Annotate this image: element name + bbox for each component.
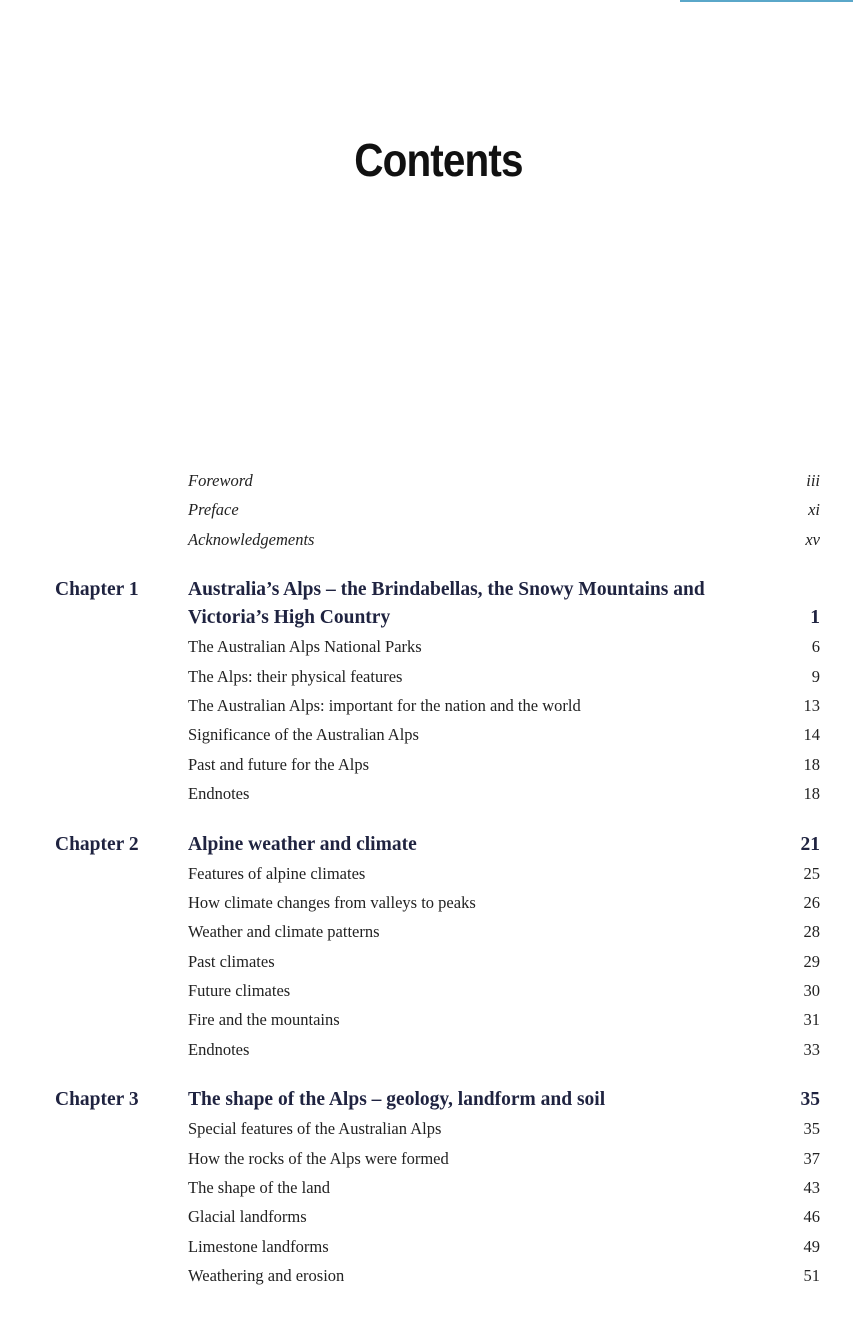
entry-label: The shape of the land [188, 1178, 331, 1198]
toc-entry[interactable] [0, 859, 853, 888]
entry-page-number: 18 [803, 754, 820, 774]
entry-page-number: 49 [803, 1236, 820, 1256]
entry-page-number: xi [808, 500, 820, 520]
toc-entry[interactable] [0, 750, 853, 779]
entry-page-number: 29 [803, 951, 820, 971]
toc-entry[interactable] [0, 1114, 853, 1143]
toc-entry[interactable] [0, 917, 853, 946]
entry-page-number: 14 [803, 725, 820, 745]
toc-entry[interactable] [0, 779, 853, 808]
entry-page-number: iii [806, 471, 820, 490]
entry-label: Significance of the Australian Alps [188, 725, 419, 745]
entry-page-number: 37 [803, 1148, 820, 1168]
entry-page-number: 33 [803, 1039, 820, 1059]
chapter-1-heading[interactable] [0, 576, 853, 632]
front-matter-list [0, 466, 853, 554]
entry-label: Glacial landforms [188, 1207, 307, 1227]
entry-page-number: 30 [803, 981, 820, 1001]
chapter-label: Chapter 2 [55, 833, 139, 855]
entry-label: Features of alpine climates [188, 863, 366, 883]
toc-entry[interactable] [0, 1035, 853, 1064]
entry-page-number: 31 [803, 1010, 820, 1030]
entry-page-number: 9 [811, 666, 820, 686]
entry-label: Past climates [188, 951, 275, 971]
chapter-page-number: 1 [810, 607, 820, 629]
entry-label: Preface [188, 500, 239, 520]
chapter-title-line: The shape of the Alps – geology, landform and soil [188, 1089, 606, 1111]
entry-page-number: 51 [803, 1266, 820, 1286]
toc-entry[interactable] [0, 691, 853, 720]
toc-entry[interactable] [0, 1202, 853, 1231]
entry-page-number: 26 [803, 892, 820, 912]
chapter-label: Chapter 3 [55, 1089, 139, 1111]
toc-entry[interactable] [0, 1005, 853, 1034]
chapter-title [188, 831, 758, 859]
entry-label: Limestone landforms [188, 1236, 329, 1256]
chapter-page-number: 35 [800, 1089, 820, 1111]
chapter-1-block [0, 576, 853, 808]
chapter-title-line: Alpine weather and climate [188, 833, 417, 855]
entry-label: The Alps: their physical features [188, 666, 403, 686]
toc-entry[interactable] [0, 976, 853, 1005]
toc-entry[interactable] [0, 720, 853, 749]
entry-label: Special features of the Australian Alps [188, 1119, 442, 1139]
entry-page-number: 35 [803, 1119, 820, 1139]
entry-label: Future climates [188, 981, 291, 1001]
entry-page-number: 25 [803, 863, 820, 883]
chapter-page-number: 21 [800, 833, 820, 855]
toc-entry[interactable] [0, 888, 853, 917]
toc-entry-foreword[interactable] [0, 466, 853, 495]
entry-label: Weather and climate patterns [188, 922, 380, 942]
toc-entry[interactable] [0, 1232, 853, 1261]
chapter-3-heading[interactable] [0, 1086, 853, 1114]
entry-label: How the rocks of the Alps were formed [188, 1148, 449, 1168]
chapter-title [188, 1086, 758, 1114]
chapter-title [188, 576, 758, 632]
chapter-2-block [0, 831, 853, 1065]
entry-label: Endnotes [188, 784, 250, 804]
toc-entry[interactable] [0, 1144, 853, 1173]
entry-page-number: 18 [803, 784, 820, 804]
entry-label: Past and future for the Alps [188, 754, 370, 774]
entry-page-number: xv [805, 529, 820, 549]
chapter-3-block [0, 1086, 853, 1290]
top-accent-bar [680, 0, 853, 2]
toc-entry-preface[interactable] [0, 495, 853, 524]
entry-label: The Australian Alps National Parks [188, 637, 422, 657]
toc-entry[interactable] [0, 632, 853, 661]
entry-page-number: 13 [803, 695, 820, 715]
entry-label: How climate changes from valleys to peaks [188, 892, 476, 912]
entry-page-number: 6 [811, 637, 820, 657]
chapter-label: Chapter 1 [55, 579, 139, 601]
chapter-title-line: Australia’s Alps – the Brindabellas, the Snowy Mountains and [188, 579, 705, 601]
chapter-2-heading[interactable] [0, 831, 853, 859]
entry-label: Weathering and erosion [188, 1266, 345, 1286]
toc-entry[interactable] [0, 1261, 853, 1290]
entry-label: Foreword [188, 471, 253, 490]
chapter-title-line: Victoria’s High Country [188, 607, 391, 629]
table-of-contents [0, 466, 853, 1291]
entry-page-number: 28 [803, 922, 820, 942]
toc-entry[interactable] [0, 947, 853, 976]
entry-page-number: 43 [803, 1178, 820, 1198]
entry-label: Fire and the mountains [188, 1010, 340, 1030]
entry-label: Endnotes [188, 1039, 250, 1059]
entry-page-number: 46 [803, 1207, 820, 1227]
entry-label: Acknowledgements [188, 529, 315, 549]
toc-entry[interactable] [0, 1173, 853, 1202]
toc-entry[interactable] [0, 662, 853, 691]
page-title: Contents [354, 134, 523, 186]
entry-label: The Australian Alps: important for the nation and the world [188, 695, 581, 715]
toc-entry-acknowledgements[interactable] [0, 525, 853, 554]
